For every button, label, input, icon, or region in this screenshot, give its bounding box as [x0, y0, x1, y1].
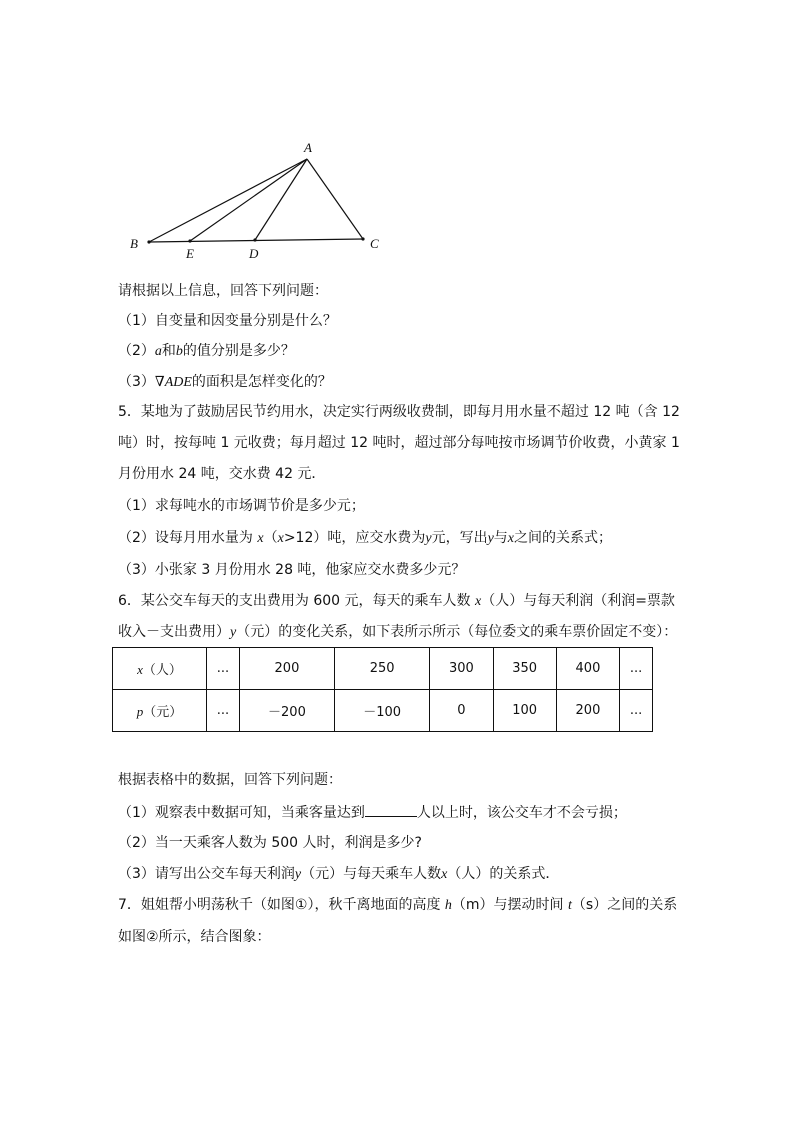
table-row: [113, 648, 653, 690]
label-d: D: [249, 246, 259, 261]
table-cell: 400: [556, 648, 619, 690]
table-cell: 250: [335, 648, 430, 690]
profit-table: [112, 647, 653, 732]
segment-ae: [190, 159, 307, 241]
table-cell: ...: [620, 648, 653, 690]
answer-blank[interactable]: [365, 802, 417, 817]
table-row: [113, 690, 653, 732]
table-cell: 350: [493, 648, 556, 690]
point-d: [253, 238, 256, 241]
label-a: A: [304, 140, 312, 155]
q4-2: （2）a和b的值分别是多少？: [118, 343, 295, 359]
row-header-x: x（人）: [113, 648, 207, 690]
row-header-p: p（元）: [113, 690, 207, 732]
table-cell: ...: [620, 690, 653, 732]
p6-q2: （2）当一天乘客人数为 500 人时，利润是多少?: [118, 835, 422, 851]
p5-q3: （3）小张家 3 月份用水 28 吨，他家应交水费多少元？: [118, 562, 466, 578]
table-cell: －200: [239, 690, 334, 732]
p6-intro2: 根据表格中的数据，回答下列问题：: [118, 772, 342, 788]
segment-ad: [255, 159, 307, 240]
table-cell: 100: [493, 690, 556, 732]
intro-text: 请根据以上信息，回答下列问题：: [118, 283, 328, 299]
label-e: E: [186, 246, 194, 261]
p7-line1: 7．姐姐帮小明荡秋千（如图①），秋千离地面的高度 h（m）与摆动时间 t（s）之间的关系: [118, 897, 678, 913]
point-b: [147, 240, 150, 243]
point-e: [188, 239, 191, 242]
p5-q2: （2）设每月用水量为 x（x>12）吨，应交水费为y元，写出y与x之间的关系式；: [118, 530, 613, 546]
q4-3: （3）∇ADE的面积是怎样变化的？: [118, 374, 332, 390]
table-cell: －100: [335, 690, 430, 732]
p5-q1: （1）求每吨水的市场调节价是多少元；: [118, 498, 365, 514]
q4-1: （1）自变量和因变量分别是什么？: [118, 313, 337, 329]
p6-q1: （1）观察表中数据可知，当乘客量达到 人以上时，该公交车才不会亏损；: [118, 802, 627, 823]
table-cell: ...: [207, 648, 240, 690]
p6-q3: （3）请写出公交车每天利润y（元）与每天乘车人数x（人）的关系式．: [118, 866, 560, 882]
table-cell: 200: [556, 690, 619, 732]
table-cell: 0: [430, 690, 493, 732]
p5-line3: 月份用水 24 吨，交水费 42 元．: [118, 466, 326, 482]
table-cell: 200: [239, 648, 334, 690]
triangle-figure: [118, 136, 398, 266]
point-c: [361, 237, 364, 240]
p6-line1: 6．某公交车每天的支出费用为 600 元，每天的乘车人数 x（人）与每天利润（利润=票款: [118, 593, 675, 609]
p7-line2: 如图②所示，结合图象：: [118, 929, 271, 945]
label-c: C: [370, 236, 379, 251]
table-cell: 300: [430, 648, 493, 690]
segment-ac: [307, 159, 363, 239]
table-cell: ...: [207, 690, 240, 732]
p6-line2: 收入－支出费用）y（元）的变化关系，如下表所示所示（每位委文的乘车票价固定不变）：: [118, 624, 678, 640]
p5-line1: 5．某地为了鼓励居民节约用水，决定实行两级收费制，即每月用水量不超过 12 吨（含 12: [118, 404, 680, 420]
p5-line2: 吨）时，按每吨 1 元收费；每月超过 12 吨时，超过部分每吨按市场调节价收费，小黄家 1: [118, 435, 680, 451]
segment-ab: [149, 159, 307, 242]
label-b: B: [130, 236, 138, 251]
